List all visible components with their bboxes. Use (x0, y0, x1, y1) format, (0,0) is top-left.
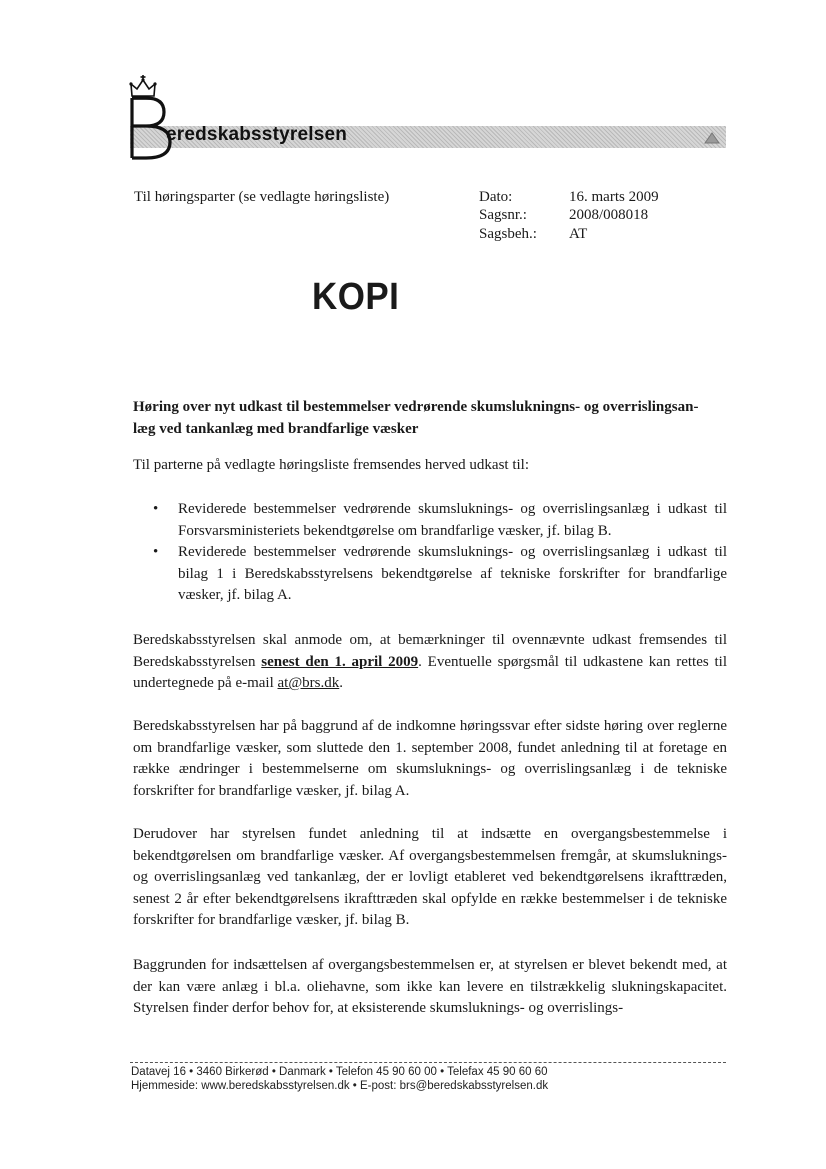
bullet-dot: • (153, 544, 159, 560)
request-paragraph (133, 630, 727, 695)
footer-address: Datavej 16 • 3460 Birkerød • Danmark • Telefon 45 90 60 00 • Telefax 45 90 60 60 (131, 1066, 548, 1078)
footer-divider (130, 1062, 726, 1063)
copy-stamp: KOPI (312, 276, 400, 318)
bullet-item-2: Reviderede bestemmelser vedrørende skumsluknings- og overrislingsanlæg i udkast til bilag 1 i Beredskabsstyrelsens bekendtgørelse af tekniske forskrifter for brandfarlige væsker, jf. bilag A. (178, 544, 727, 603)
footer-contact: Hjemmeside: www.beredskabsstyrelsen.dk • E-post: brs@beredskabsstyrelsen.dk (131, 1080, 549, 1092)
recipient: Til høringsparter (se vedlagte høringsliste) (134, 189, 390, 205)
date-label: Dato: (479, 189, 513, 205)
paragraph-changes: Beredskabsstyrelsen har på baggrund af de indkomne høringssvar efter sidste høring over reglerne om brandfarlige væsker, som sluttede den 1. september 2008, fundet anledning til at foretage en række ændringer i bestemmelserne om skumsluknings- og overrislingsanlæg i de tekniske forskrifter for brandfarlige væsker, jf. bilag A. (133, 718, 727, 799)
title-line-2: læg ved tankanlæg med brandfarlige væsker (133, 420, 419, 437)
document-title (133, 397, 727, 440)
date-value: 16. marts 2009 (569, 189, 659, 205)
title-line-1: Høring over nyt udkast til bestemmelser vedrørende skumslukningns- og overrislingsan- (133, 399, 699, 415)
deadline: senest den 1. april 2009 (261, 653, 419, 670)
paragraph-transition: Derudover har styrelsen fundet anledning til at indsætte en overgangsbestemmelse i bekendtgørelsen om brandfarlige væsker. Af overgangsbestemmelsen fremgår, at skumsluknings- og overrislingsanlæg ved tankanlæg, der er lovligt etableret ved bekendtgørelsens ikrafttræden, senest 2 år efter bekendtgørelsens ikrafttræden skal opfylde en række bestemmelser i de tekniske forskrifter for brandfarlige væsker, jf. bilag B. (133, 826, 727, 928)
triangle-icon (704, 132, 720, 144)
case-handler-value: AT (569, 226, 588, 242)
bullet-item-1: Reviderede bestemmelser vedrørende skumsluknings- og overrislingsanlæg i udkast til Forsvarsministeriets bekendtgørelse om brandfarlige væsker, jf. bilag B. (178, 501, 727, 539)
case-number-label: Sagsnr.: (479, 207, 527, 223)
paragraph-background: Baggrunden for indsættelsen af overgangsbestemmelsen er, at styrelsen er blevet bekendt med, at der kan være anlæg i bl.a. oliehavne, som ikke kan levere en tilstrækkelig slukningskapacitet. Styrelsen finder derfor behov for, at eksisterende skumsluknings- og overrislings- (133, 957, 727, 1016)
request-text-3: . (339, 675, 343, 691)
bullet-dot: • (153, 501, 159, 517)
case-handler-label: Sagsbeh.: (479, 226, 537, 242)
brand-name: eredskabsstyrelsen (166, 124, 348, 145)
request-text-2: . Eventuelle spørgsmål til udkastene kan rettes til undertegnede på e-mail (133, 653, 727, 691)
case-number-value: 2008/008018 (569, 207, 649, 223)
request-text-1: Beredskabsstyrelsen skal anmode om, at bemærkninger til ovennævnte udkast fremsendes til Beredskabsstyrelsen (133, 632, 727, 670)
email-link[interactable]: at@brs.dk (277, 675, 340, 691)
intro-text: Til parterne på vedlagte høringsliste fremsendes herved udkast til: (133, 457, 530, 473)
